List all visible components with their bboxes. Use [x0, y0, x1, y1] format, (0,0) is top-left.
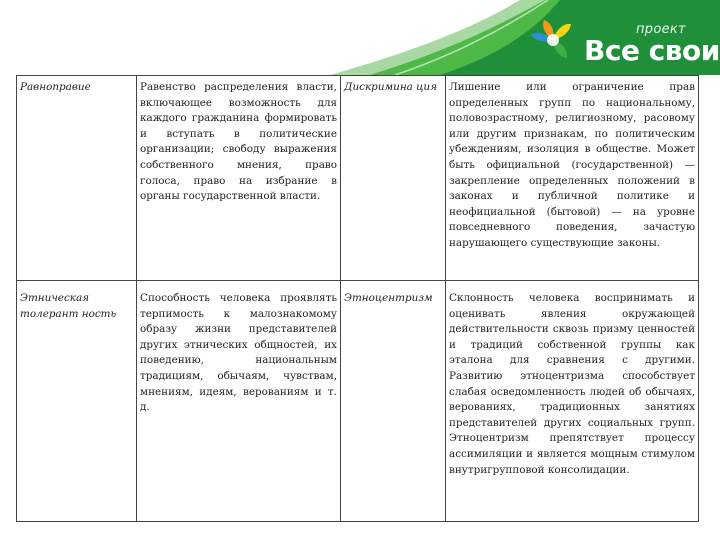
term-cell: Этноцентризм: [341, 281, 446, 522]
logo-prefix: проект: [636, 22, 686, 37]
definition-cell: Равенство распределения власти, включающее возможность для каждого гражданина формировать и вступать в политические организации; свободу выражения собственного мнения, право голоса, право на избрание в органы государственной власти.: [137, 76, 341, 281]
definition-cell: Способность человека проявлять терпимость к малознакомому образу жизни представителей других этнических общностей, их поведению, национальным традициям, обычаям, чувствам, мнениям, идеям, верованиям и т. д.: [137, 281, 341, 522]
logo-mark-icon: [528, 16, 578, 66]
term-cell: Дискримина ция: [341, 76, 446, 281]
term-cell: Этническая толерант ность: [17, 281, 137, 522]
term-cell: Равноправие: [17, 76, 137, 281]
project-logo: [528, 14, 720, 67]
terms-table: [16, 75, 699, 522]
table-row: [17, 281, 699, 522]
logo-name: Все свои: [584, 34, 720, 67]
definition-cell: Лишение или ограничение прав определенных групп по национальному, половозрастному, религиозному, расовому или другим признакам, по политическим убеждениям, изоляция в обществе. Может быть официальной (государственной) — закрепление определенных положений в законах и публичной политике и неофициальной (бытовой) — на уровне повседневного поведения, зачастую нарушающего существующие законы.: [446, 76, 699, 281]
table-row: [17, 76, 699, 281]
definition-cell: Склонность человека воспринимать и оценивать явления окружающей действительности сквозь призму ценностей и традиций собственной группы как эталона для сравнения с другими. Развитию этноцентризма способствует слабая осведомленность людей об обычаях, верованиях, традиционных занятиях представителей других социальных групп. Этноцентризм препятствует процессу ассимиляции и является мощным стимулом внутригрупповой консолидации.: [446, 281, 699, 522]
logo-center: [547, 34, 559, 46]
